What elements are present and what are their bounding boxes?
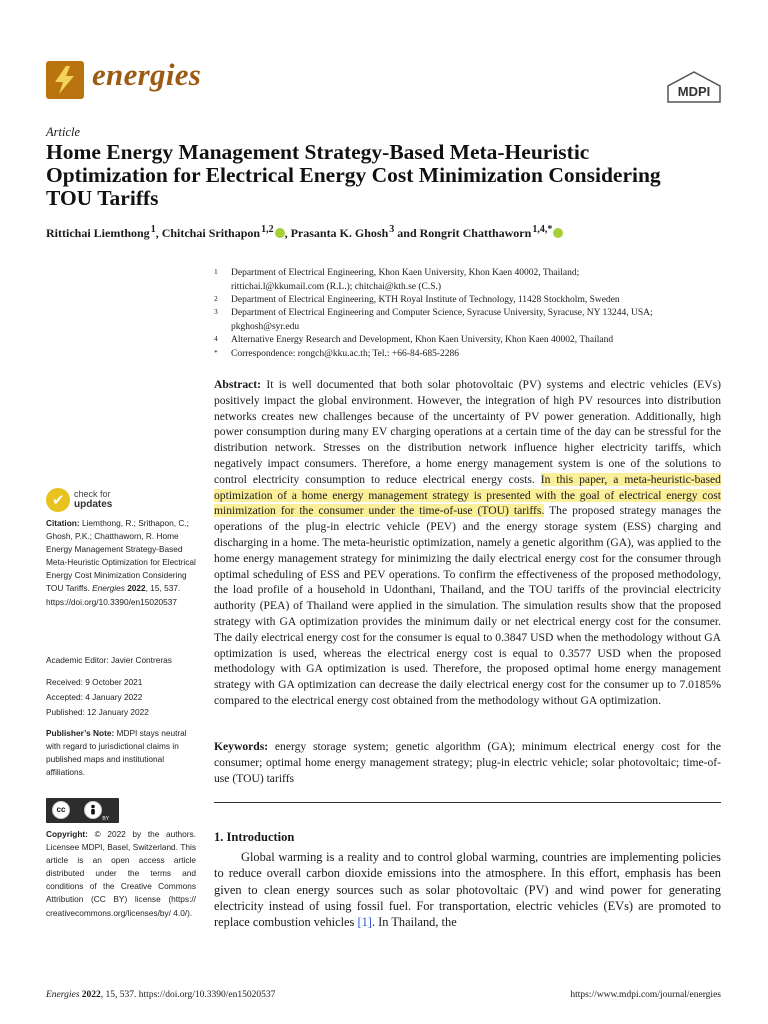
author-name: Rongrit Chatthaworn bbox=[419, 226, 532, 240]
footer-journal-url[interactable]: https://www.mdpi.com/journal/energies bbox=[570, 990, 721, 1000]
author-list: Rittichai Liemthong $^1$, Chitchai Srithapon $^{1,2}$ , Prasanta K. Ghosh $^3$ and Rongrit Chatthaworn $^{1,4,*}$ bbox=[46, 224, 563, 241]
section-heading: 1. Introduction bbox=[214, 830, 295, 844]
author-name: Prasanta K. Ghosh bbox=[290, 226, 389, 240]
mdpi-logo bbox=[664, 70, 724, 106]
keywords-label: Keywords: bbox=[214, 740, 269, 753]
author-affil-sup: 1 bbox=[150, 224, 156, 235]
section-divider bbox=[214, 802, 721, 803]
author-name: Rittichai Liemthong bbox=[46, 226, 150, 240]
citation-block: Citation: Liemthong, R.; Srithapon, C.; Ghosh, P.K.; Chatthaworn, R. Home Energy Management Strategy-Based Meta-Heuristic Optimization for Electrical Energy Cost Minimization Considering TOU Tariffs. Energies 2022, 15, 537. https://doi.org/10.3390/en15020537 bbox=[46, 518, 196, 607]
keywords bbox=[214, 739, 721, 786]
article-type: Article bbox=[46, 125, 81, 139]
author-conjunction: and bbox=[397, 226, 417, 240]
citation-doi-link[interactable]: , 15, 537. https://doi.org/10.3390/en15020537 bbox=[46, 583, 181, 607]
academic-editor: Academic Editor: Javier Contreras bbox=[46, 655, 172, 665]
check-for-updates-button[interactable]: ✔ check for updates bbox=[46, 488, 166, 514]
accepted-date: Accepted: 4 January 2022 bbox=[46, 692, 143, 702]
person-icon bbox=[84, 801, 102, 819]
introduction-paragraph: Global warming is a reality and to control global warming, countries are implementing policies to reduce overall carbon dioxide emissions into the atmosphere. In this effort, emphasis has been given to clean energy sources such as solar photovoltaic (PV) and wind power for generating electricity instead of using fossil fuel. For transportation, electric vehicles (EVs) are promoted to replace combustion vehicles [1]. In Thailand, the bbox=[214, 850, 721, 930]
published-date: Published: 12 January 2022 bbox=[46, 707, 149, 717]
publishers-note: Publisher’s Note: MDPI stays neutral with regard to jurisdictional claims in published maps and institutional affiliations. bbox=[46, 728, 187, 778]
abstract-highlight: In this paper, a meta-heuristic-based optimization of a home energy management strategy is presented with the goal of electrical energy cost minimization for the consumer under the time-of-use (TOU) tariffs. bbox=[214, 472, 721, 518]
copyright-block: Copyright: © 2022 by the authors. Licensee MDPI, Basel, Switzerland. This article is an open access article distributed under the terms and conditions of the Creative Commons Attribution (CC BY) license (https:// creativecommons.org/licenses/by/ 4.0/). bbox=[46, 829, 196, 918]
orcid-icon[interactable] bbox=[275, 228, 285, 238]
author-affil-sup: 1,2 bbox=[261, 224, 274, 235]
article-title: Home Energy Management Strategy-Based Meta-Heuristic Optimization for Electrical Energy Cost Minimization Considering TOU Tariffs bbox=[46, 140, 661, 210]
abstract bbox=[214, 377, 721, 709]
author-affil-sup: 3 bbox=[389, 224, 395, 235]
received-date: Received: 9 October 2021 bbox=[46, 677, 143, 687]
footer-citation: Energies 2022, 15, 537. https://doi.org/10.3390/en15020537 bbox=[46, 990, 276, 1000]
keywords-text: energy storage system; genetic algorithm (GA); minimum electrical energy cost for the consumer; optimal home energy management strategy; plug-in electric vehicle; solar photovoltaic; time-of-use (TOU) tariffs bbox=[214, 740, 721, 785]
check-icon: ✔ bbox=[46, 488, 70, 512]
abstract-text-cont: The proposed strategy manages the operations of the plug-in electric vehicle (PEV) and the energy storage system (ESS) charging and discharging in a home. The meta-heuristic optimization, namely a genetic algorithm (GA), was applied to the home energy management strategy for minimizing the daily electrical energy cost for the consumer through optimal scheduling of ESS and PEV operations. To confirm the effectiveness of the proposed methodology, the load profile of a household in Udonthani, Thailand, and the TOU tariffs of the provincial electricity authority (PEA) of Thailand were applied in the simulation. The simulation results show that the proposed strategy with GA optimization provides the minimum daily or net electrical energy cost for the consumer. The daily electrical energy cost for the consumer is equal to 0.3847 USD when the methodology without GA optimization is used, whereas the electrical energy cost is equal to 0.3577 USD when the proposed methodology with GA optimization is used. Therefore, the proposed optimal home energy management strategy with GA optimization can decrease the daily electrical energy cost for the consumer up to 7.0185% compared to the electrical energy cost obtained from the methodology without GA optimization. bbox=[214, 504, 721, 707]
journal-logo-icon bbox=[46, 61, 84, 99]
journal-name: energies bbox=[92, 57, 202, 92]
citation-link[interactable]: [1] bbox=[357, 915, 372, 930]
author-name: Chitchai Srithapon bbox=[161, 226, 261, 240]
abstract-label: Abstract: bbox=[214, 378, 262, 391]
author-affil-sup: 1,4,* bbox=[532, 224, 553, 235]
abstract-text: It is well documented that both solar photovoltaic (PV) systems and electric vehicles (EVs) positively impact the global environment. However, the integration of high PV resources into distribution networks creates new challenges because of the uncertainty of PV power generation. Additionally, high power consumption during many EV charging operations at a certain time of the day can be stressful for the distribution network. Stresses on the distribution network influence higher electricity tariffs, which negatively impact consumers. Therefore, a home energy management system is one of the solutions to control electricity consumption to reduce electrical energy costs. bbox=[214, 378, 721, 486]
orcid-icon[interactable] bbox=[553, 228, 563, 238]
cc-by-license-badge[interactable]: cc BY bbox=[46, 798, 119, 823]
cc-icon: cc bbox=[52, 801, 70, 819]
svg-text:MDPI: MDPI bbox=[677, 84, 711, 99]
